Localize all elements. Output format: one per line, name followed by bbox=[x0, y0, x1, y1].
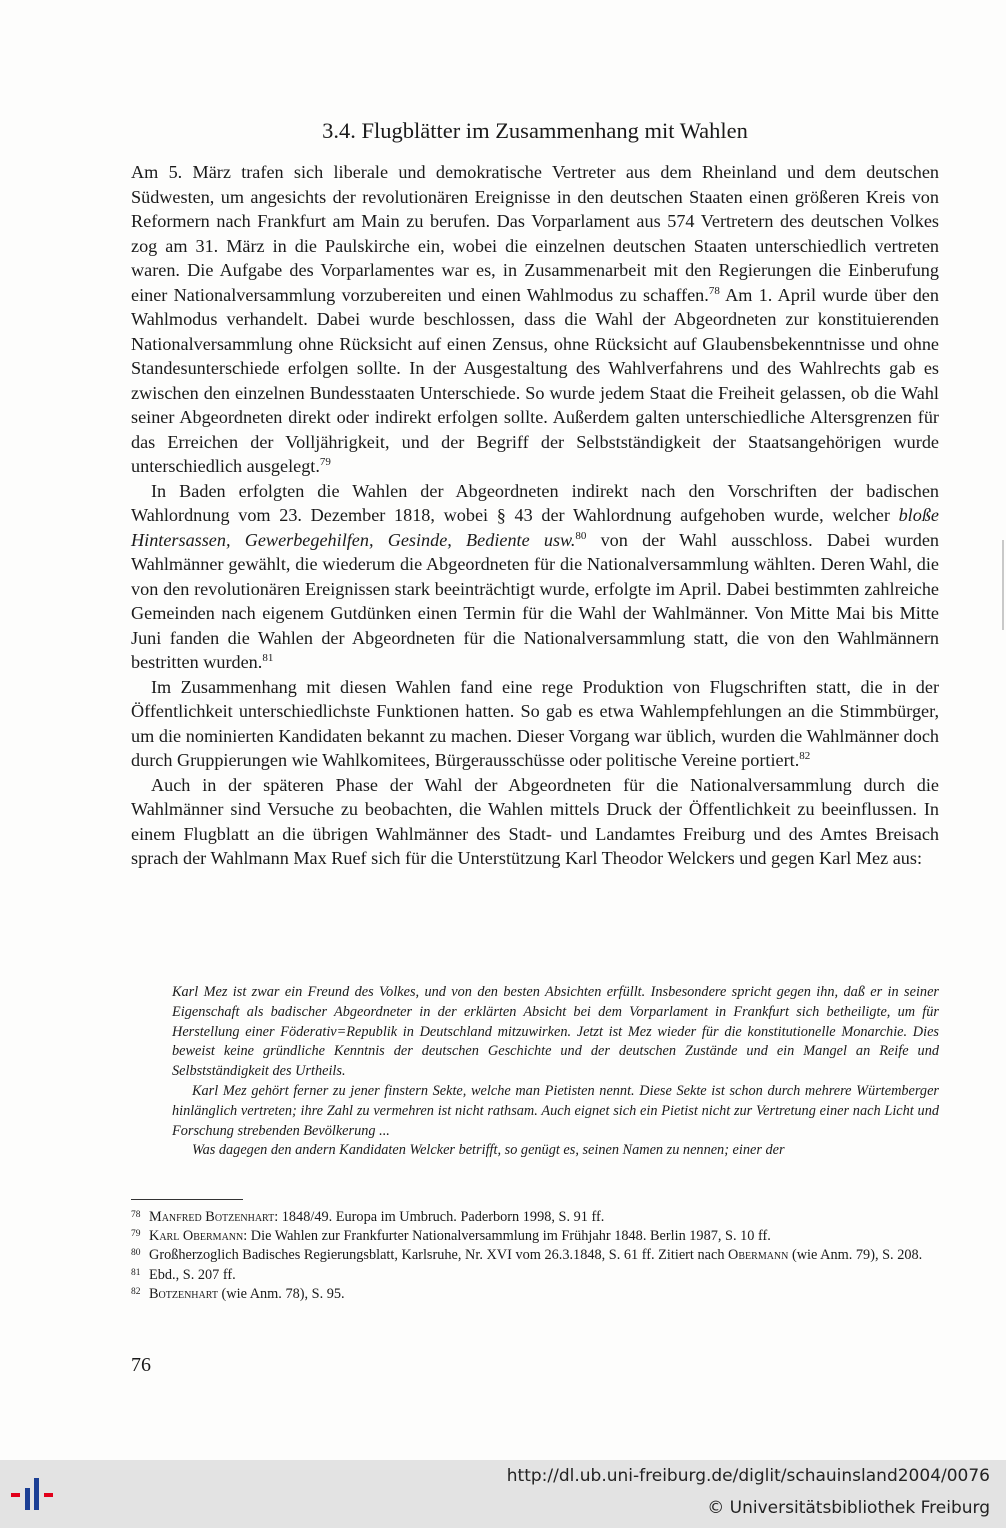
footnote-citation: : Die Wahlen zur Frankfurter Nationalversammlung im Frühjahr 1848. Berlin 1987, S. 10 ff. bbox=[243, 1228, 771, 1245]
permalink-url[interactable]: http://dl.ub.uni-freiburg.de/diglit/schauinsland2004/0076 bbox=[506, 1466, 990, 1486]
paragraph-2-italic-quote: bloße Hintersassen, Gewerbegehilfen, Gesinde, Bediente usw. bbox=[131, 505, 939, 550]
paragraph-2 bbox=[131, 479, 939, 675]
scan-edge-mark bbox=[1002, 540, 1004, 630]
block-quote bbox=[172, 983, 939, 1161]
footnote-citation: : 1848/49. Europa im Umbruch. Paderborn 1998, S. 91 ff. bbox=[274, 1209, 605, 1225]
footnote-citation-tail: (wie Anm. 79), S. 208. bbox=[788, 1247, 923, 1264]
paragraph-3 bbox=[131, 675, 939, 773]
paragraph-1 bbox=[131, 160, 939, 479]
footnote-number: 81 bbox=[131, 1267, 141, 1278]
footnotes bbox=[131, 1208, 939, 1304]
body-text bbox=[131, 160, 939, 871]
footnote-number: 78 bbox=[131, 1210, 141, 1220]
footnote-80 bbox=[131, 1246, 939, 1265]
footnote-author: Obermann bbox=[728, 1247, 789, 1264]
paragraph-2-text-b: von der Wahl ausschloss. Dabei wurden Wahlmänner gewählt, die wiederum die Abgeordneten für die Nationalversammlung wählten. Deren Wahl, die von den revolutionären Ereignissen stark beeinträchtigt wurde, erfolgte im April. Dabei bestimmten zahlreiche Gemeinden nach eigenem Gutdünken einen Termin für die Wahl der Wahlmänner. Von Mitte Mai bis Mitte Juni fanden die Wahlen der Abgeordneten für die Nationalversammlung statt, die von den Wahlmännern bestritten wurden. bbox=[131, 529, 940, 672]
footnote-number: 82 bbox=[131, 1286, 141, 1297]
copyright-notice: © Universitätsbibliothek Freiburg bbox=[707, 1498, 990, 1518]
paragraph-4 bbox=[131, 773, 939, 871]
paragraph-4-text: Auch in der späteren Phase der Wahl der Abgeordneten für die Nationalversammlung durch die Wahlmänner sind Versuche zu beobachten, die Wahlen mittels Druck der Öffentlichkeit zu beeinflussen. In einem Flugblatt an die übrigen Wahlmänner des Stadt- und Landamtes Freiburg und des Amtes Breisach sprach der Wahlmann Max Ruef sich für die Unterstützung Karl Theodor Welckers und gegen Karl Mez aus: bbox=[131, 774, 939, 868]
footnote-text: Ebd., S. 207 ff. bbox=[149, 1266, 236, 1283]
footnote-author: Karl Obermann bbox=[149, 1228, 244, 1245]
paragraph-3-text: Im Zusammenhang mit diesen Wahlen fand eine rege Produktion von Flugschriften statt, die in der Öffentlichkeit unterschiedlichste Funktionen hatten. So gab es etwa Wahlempfehlungen an die Stimmbürger, um die nominierten Kandidaten bekannt zu machen. Dieser Vorgang war üblich, wurden die Wahlmänner doch durch Gruppierungen wie Wahlkomitees, Bürgerausschüsse oder politische Vereine portiert. bbox=[131, 676, 939, 770]
footnote-ref-79: 79 bbox=[319, 455, 331, 468]
footnote-text bbox=[149, 1285, 939, 1304]
footnote-divider bbox=[131, 1199, 243, 1200]
footnote-79 bbox=[131, 1227, 939, 1246]
footnote-author: Manfred Botzenhart bbox=[149, 1209, 275, 1225]
paragraph-2-text-a: In Baden erfolgten die Wahlen der Abgeordneten indirekt nach den Vorschriften der badischen Wahlordnung vom 23. Dezember 1818, wobei § 43 der Wahlordnung aufgehoben wurde, welcher bbox=[131, 480, 939, 525]
footnote-citation: Großherzoglich Badisches Regierungsblatt, Karlsruhe, Nr. XVI vom 26.3.1848, S. 61 ff. Zitiert nach bbox=[149, 1247, 729, 1264]
ub-freiburg-logo-icon[interactable] bbox=[8, 1478, 64, 1512]
quote-paragraph-1: Karl Mez ist zwar ein Freund des Volkes, und von den besten Absichten erfüllt. Insbesondere spricht gegen ihn, daß er in seiner Eigenschaft als badischer Abgeordneter in der erklärten Absicht bei dem Vorparlament in Frankfurt sich betheiligte, um für Herstellung einer Föderativ=Republik in Deutschland mitzuwirken. Jetzt ist Mez wieder für die konstitutionelle Monarchie. Dies beweist keine gründliche Kenntnis der deutschen Geschichte und der deutschen Zustände und ein Mangel an Reife und Selbstständigkeit des Urtheils. bbox=[172, 984, 939, 1080]
page-number: 76 bbox=[131, 1354, 151, 1376]
section-heading: 3.4. Flugblätter im Zusammenhang mit Wahlen bbox=[322, 118, 748, 143]
paragraph-1-text-b: Am 1. April wurde über den Wahlmodus verhandelt. Dabei wurde beschlossen, dass die Wahl der Abgeordneten zur konstituierenden Nationalversammlung ohne Rücksicht auf einen Zensus, ohne Rücksicht auf Glaubensbekenntnisse und ohne Standesunterschiede erfolgen sollte. In der Ausgestaltung des Wahlverfahrens und des Wahlrechts gab es zwischen den einzelnen Bundesstaaten Unterschiede. So wurde jedem Staat die Freiheit gelassen, ob die Wahl seiner Abgeordneten direkt oder indirekt erfolgen sollte. Außerdem galten unterschiedliche Altersgrenzen für das Erreichen der Volljährigkeit, und der Begriff der Selbstständigkeit der Staatsangehörigen wurde unterschiedlich ausgelegt. bbox=[131, 284, 939, 476]
footnote-ref-78: 78 bbox=[708, 284, 720, 297]
footnote-text bbox=[149, 1246, 939, 1265]
footnote-text bbox=[149, 1227, 939, 1246]
footnote-78 bbox=[131, 1208, 939, 1227]
library-footer-bar bbox=[0, 1460, 1006, 1528]
footnote-82 bbox=[131, 1285, 939, 1304]
footnote-ref-81: 81 bbox=[262, 651, 274, 664]
footnote-text bbox=[149, 1208, 939, 1227]
quote-paragraph-3: Was dagegen den andern Kandidaten Welcker betrifft, so genügt es, seinen Namen zu nennen; einer der bbox=[192, 1142, 785, 1159]
footnote-author: Botzenhart bbox=[149, 1285, 218, 1302]
footnote-ref-82: 82 bbox=[799, 749, 811, 762]
quote-paragraph-2: Karl Mez gehört ferner zu jener finstern Sekte, welche man Pietisten nennt. Diese Sekte ist schon durch mehrere Würtemberger hinlänglich vertreten; ihre Zahl zu vermehren ist nicht rathsam. Auch eignet sich ein Pietist nicht zur Vertretung einer nach Licht und Forschung strebenden Bevölkerung ... bbox=[172, 1082, 939, 1139]
footnote-81 bbox=[131, 1266, 939, 1285]
footnote-number: 80 bbox=[131, 1248, 141, 1259]
paragraph-1-text-a: Am 5. März trafen sich liberale und demokratische Vertreter aus dem Rheinland und dem deutschen Südwesten, um angesichts der revolutionären Ereignisse in den deutschen Staaten einen größeren Kreis von Reformern nach Frankfurt am Main zu berufen. Das Vorparlament aus 574 Vertretern des deutschen Volkes zog am 31. März in die Paulskirche ein, wobei die einzelnen deutschen Staaten unterschiedlich vertreten waren. Die Aufgabe des Vorparlamentes war es, in Zusammenarbeit mit den Regierungen die Einberufung einer Nationalversammlung vorzubereiten und einen Wahlmodus zu schaffen. bbox=[131, 162, 939, 305]
footnote-number: 79 bbox=[131, 1229, 141, 1240]
footnote-citation: (wie Anm. 78), S. 95. bbox=[217, 1285, 345, 1302]
footnote-ref-80: 80 bbox=[575, 529, 587, 542]
